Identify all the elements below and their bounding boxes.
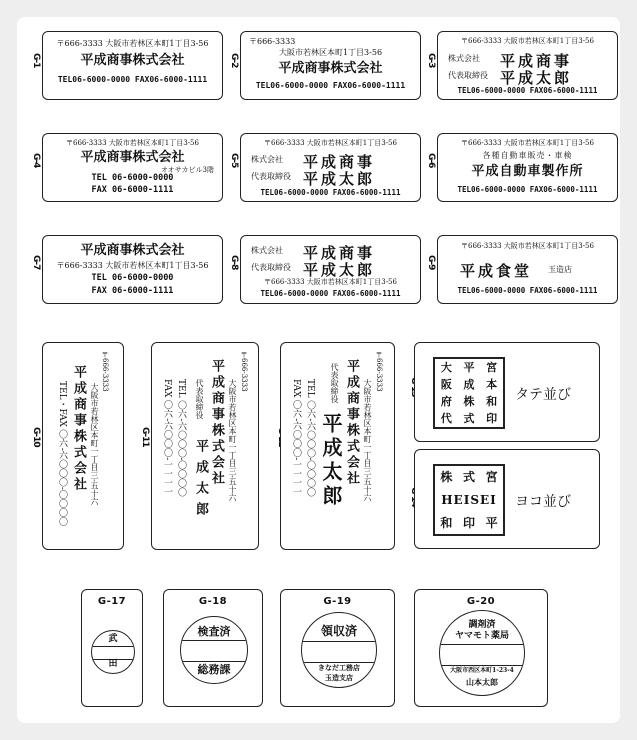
round-stamp: 武 田 [91,630,135,674]
round-stamp: 調剤済 ヤマモト薬局 大阪市西区本町1-23-4 山本太郎 [439,610,525,696]
stamp-g4[interactable] [42,133,223,202]
address-line: 〒666-3333 大阪市若林区本町1丁目3-56 [264,278,397,286]
round-stamp: 領収済 きなだ工務店 玉造支店 [301,612,377,688]
address-line: 大阪市若林区本町1丁目3-56 [278,48,383,57]
address-line: 大阪市若林区本町一丁目三-五十六 [363,379,372,502]
corp-prefix: 株式会社 [251,155,283,164]
stamp-code: G-9 [426,255,436,270]
tel-fax: TEL06-6000-0000 FAX06-6000-1111 [260,188,401,197]
stamp-g7[interactable] [42,235,223,304]
stamp-code: G-6 [426,153,436,168]
stamp-code: G-20 [466,596,496,607]
tel: TEL 〇六-六〇〇〇-〇〇〇〇 [305,379,315,497]
address-line: 〒666-3333 大阪市若林区本町1丁目3-56 [461,242,594,250]
seal-label: ヨコ並び [515,494,571,510]
president: 平成太郎 [193,439,208,523]
tel-fax: TEL06-6000-0000 FAX06-6000-1111 [457,185,598,194]
company-name: 平成商事株式会社 [71,365,86,493]
address-line: 〒666-3333 大阪市若林区本町1丁目3-56 [264,139,397,147]
stamp-g9[interactable] [437,235,618,304]
president: 平成太郎 [319,413,343,509]
corp-prefix: 株式会社 [251,246,283,255]
stamp-code: G-11 [140,427,150,447]
stamp-code: G-10 [31,427,41,447]
president: 平成太郎 [303,170,376,188]
stamp-code: G-17 [97,596,127,607]
corp-prefix: 株式会社 [448,54,480,63]
address-line: 〒666-3333 大阪市若林区本町1丁目3-56 [56,261,209,270]
seal-label: タテ並び [515,387,571,403]
building: オオサカビル3階 [160,166,214,174]
company-name: 平成商事株式会社 [80,243,185,258]
stamp-g12[interactable] [280,342,395,550]
restaurant-name: 平成食堂 [460,262,533,280]
company-name: 平成商事株式会社 [80,150,185,165]
stamp-catalog-sheet [17,17,620,723]
company-short: 平成商事 [500,52,573,70]
stamp-g2[interactable] [240,31,421,100]
fax: FAX 〇六-六〇〇〇-一一一一 [291,379,301,497]
fax: FAX 06-6000-1111 [91,185,174,195]
president: 平成太郎 [303,261,376,279]
postal: 〒666-3333 [101,351,109,392]
address-line: 大阪市若林区本町一丁目三-五十六 [228,379,237,502]
fax: FAX 06-6000-1111 [91,286,174,296]
company-name: 平成商事株式会社 [278,61,383,76]
stamp-code: G-18 [198,596,228,607]
tel-fax: TEL06-6000-0000 FAX06-6000-1111 [457,86,598,95]
round-stamp-box-g20[interactable] [414,589,548,707]
company-name: 平成商事株式会社 [209,359,224,487]
square-seal-vertical: 大 平 宮 阪 成 本 府 株 和 代 式 印 [433,357,505,429]
stamp-g11[interactable] [151,342,259,550]
address-line: 〒666-3333 大阪市若林区本町1丁目3-56 [461,139,594,147]
postal: 〒666-3333 [249,37,296,46]
postal: 〒666-3333 [375,351,383,392]
title: 代表取締役 [251,172,291,181]
tel: TEL 06-6000-0000 [91,273,174,283]
stamp-code: G-5 [229,153,239,168]
stamp-g5[interactable] [240,133,421,202]
square-seal-horizontal: 株 式 宮 HEISEI 和 印 平 [433,464,505,536]
stamp-code: G-1 [31,53,41,68]
stamp-code: G-19 [323,596,352,607]
address-line: 〒666-3333 大阪市若林区本町1丁目3-56 [66,139,199,147]
company-name: 平成自動車製作所 [471,164,584,179]
round-stamp-box-g17[interactable] [81,589,143,707]
title: 代表取締役 [448,71,488,80]
stamp-code: G-3 [426,53,436,68]
round-stamp: 検査済 総務課 [180,616,248,684]
stamp-code: G-4 [31,153,41,168]
tel-fax: TEL06-6000-0000 FAX06-6000-1111 [260,289,401,298]
tel-fax: TEL・FAX 〇六-六〇〇〇-〇〇〇〇 [57,381,67,526]
restaurant-branch: 玉造店 [548,265,572,274]
company-name: 平成商事株式会社 [80,53,185,68]
title: 代表取締役 [251,263,291,272]
company-short: 平成商事 [303,244,376,262]
tel: TEL 06-6000-0000 [91,173,174,183]
postal: 〒666-3333 [240,351,248,392]
tel-fax: TEL06-6000-0000 FAX06-6000-1111 [457,286,598,295]
title: 代表取締役 [330,363,339,403]
stamp-code: G-2 [229,53,239,68]
address-line: 〒666-3333 大阪市若林区本町1丁目3-56 [461,37,594,45]
business-desc: 各種自動車販売・車検 [482,151,573,160]
round-stamp-box-g19[interactable] [280,589,395,707]
tel: TEL 〇六-六〇〇〇-〇〇〇〇 [176,379,186,497]
seal-box-g13[interactable] [414,342,600,442]
tel-fax: TEL06-6000-0000 FAX06-6000-1111 [57,75,208,84]
round-stamp-box-g18[interactable] [163,589,263,707]
company-name: 平成商事株式会社 [344,359,359,487]
address-line: 〒666-3333 大阪市若林区本町1丁目3-56 [56,39,209,48]
stamp-g3[interactable] [437,31,618,100]
address-line: 大阪市若林区本町一丁目三-五十六 [90,383,99,506]
stamp-g10[interactable] [42,342,124,550]
fax: FAX 〇六-六〇〇〇-一一一一 [162,379,172,497]
stamp-g8[interactable] [240,235,421,304]
company-short: 平成商事 [303,153,376,171]
stamp-g1[interactable] [42,31,223,100]
stamp-g6[interactable] [437,133,618,202]
seal-box-g14[interactable] [414,449,600,549]
title: 代表取締役 [195,379,204,419]
stamp-code: G-7 [31,255,41,270]
stamp-code: G-8 [229,255,239,270]
president: 平成太郎 [500,69,573,87]
tel-fax: TEL06-6000-0000 FAX06-6000-1111 [255,81,406,90]
